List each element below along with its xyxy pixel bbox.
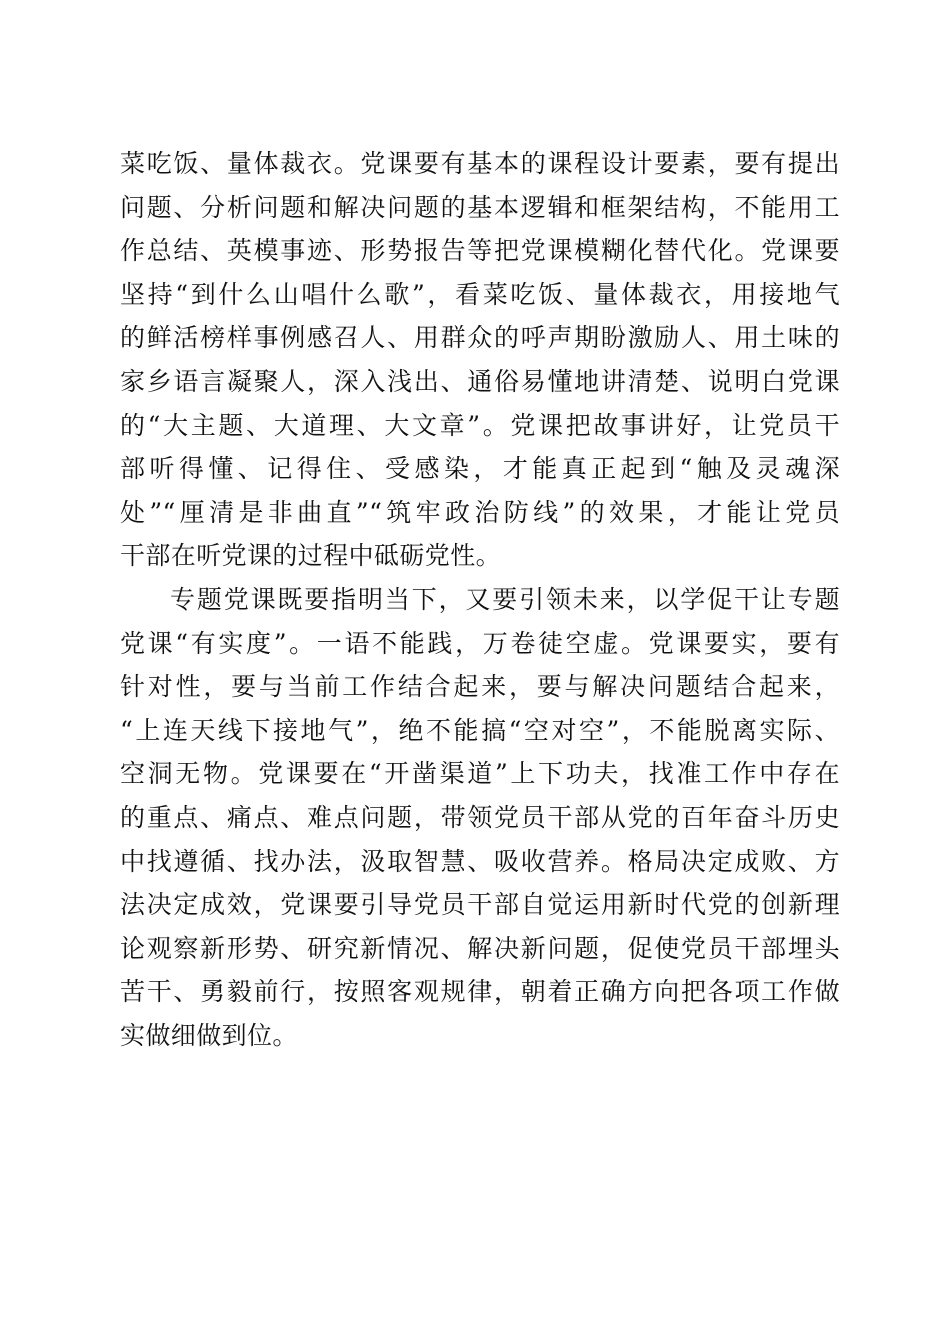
paragraph-line: 法决定成效，党课要引导党员干部自觉运用新时代党的创新理	[120, 890, 840, 920]
paragraph-2	[120, 578, 840, 1058]
paragraph-line: 中找遵循、找办法，汲取智慧、吸收营养。格局决定成败、方	[120, 846, 840, 876]
paragraph-line: 专题党课既要指明当下，又要引领未来，以学促干让专题	[170, 584, 840, 614]
paragraph-line: 针对性，要与当前工作结合起来，要与解决问题结合起来，	[120, 672, 840, 702]
paragraph-line: 菜吃饭、量体裁衣。党课要有基本的课程设计要素，要有提出	[120, 149, 840, 178]
paragraph-line: 的“大主题、大道理、大文章”。党课把故事讲好，让党员干	[120, 410, 840, 440]
paragraph-line: 苦干、勇毅前行，按照客观规律，朝着正确方向把各项工作做	[120, 977, 840, 1007]
paragraph-line: 空洞无物。党课要在“开凿渠道”上下功夫，找准工作中存在	[120, 759, 840, 789]
paragraph-line: 处”“厘清是非曲直”“筑牢政治防线”的效果，才能让党员	[120, 497, 840, 527]
paragraph-line: “上连天线下接地气”，绝不能搞“空对空”，不能脱离实际、	[120, 715, 840, 745]
paragraph-line: 干部在听党课的过程中砥砺党性。	[120, 541, 502, 571]
paragraph-line: 党课“有实度”。一语不能践，万卷徒空虚。党课要实，要有	[120, 628, 840, 658]
paragraph-1	[120, 142, 840, 578]
paragraph-line: 的鲜活榜样事例感召人、用群众的呼声期盼激励人、用土味的	[120, 323, 840, 353]
paragraph-line: 部听得懂、记得住、受感染，才能真正起到“触及灵魂深	[120, 454, 840, 484]
paragraph-line: 家乡语言凝聚人，深入浅出、通俗易懂地讲清楚、说明白党课	[120, 366, 840, 396]
paragraph-line: 实做细做到位。	[120, 1020, 298, 1050]
paragraph-line: 问题、分析问题和解决问题的基本逻辑和框架结构，不能用工	[120, 192, 840, 222]
paragraph-line: 的重点、痛点、难点问题，带领党员干部从党的百年奋斗历史	[120, 802, 840, 832]
paragraph-line: 作总结、英模事迹、形势报告等把党课模糊化替代化。党课要	[120, 236, 840, 266]
document-body	[120, 142, 840, 1057]
paragraph-line: 论观察新形势、研究新情况、解决新问题，促使党员干部埋头	[120, 933, 840, 963]
paragraph-line: 坚持“到什么山唱什么歌”，看菜吃饭、量体裁衣，用接地气	[120, 279, 840, 309]
